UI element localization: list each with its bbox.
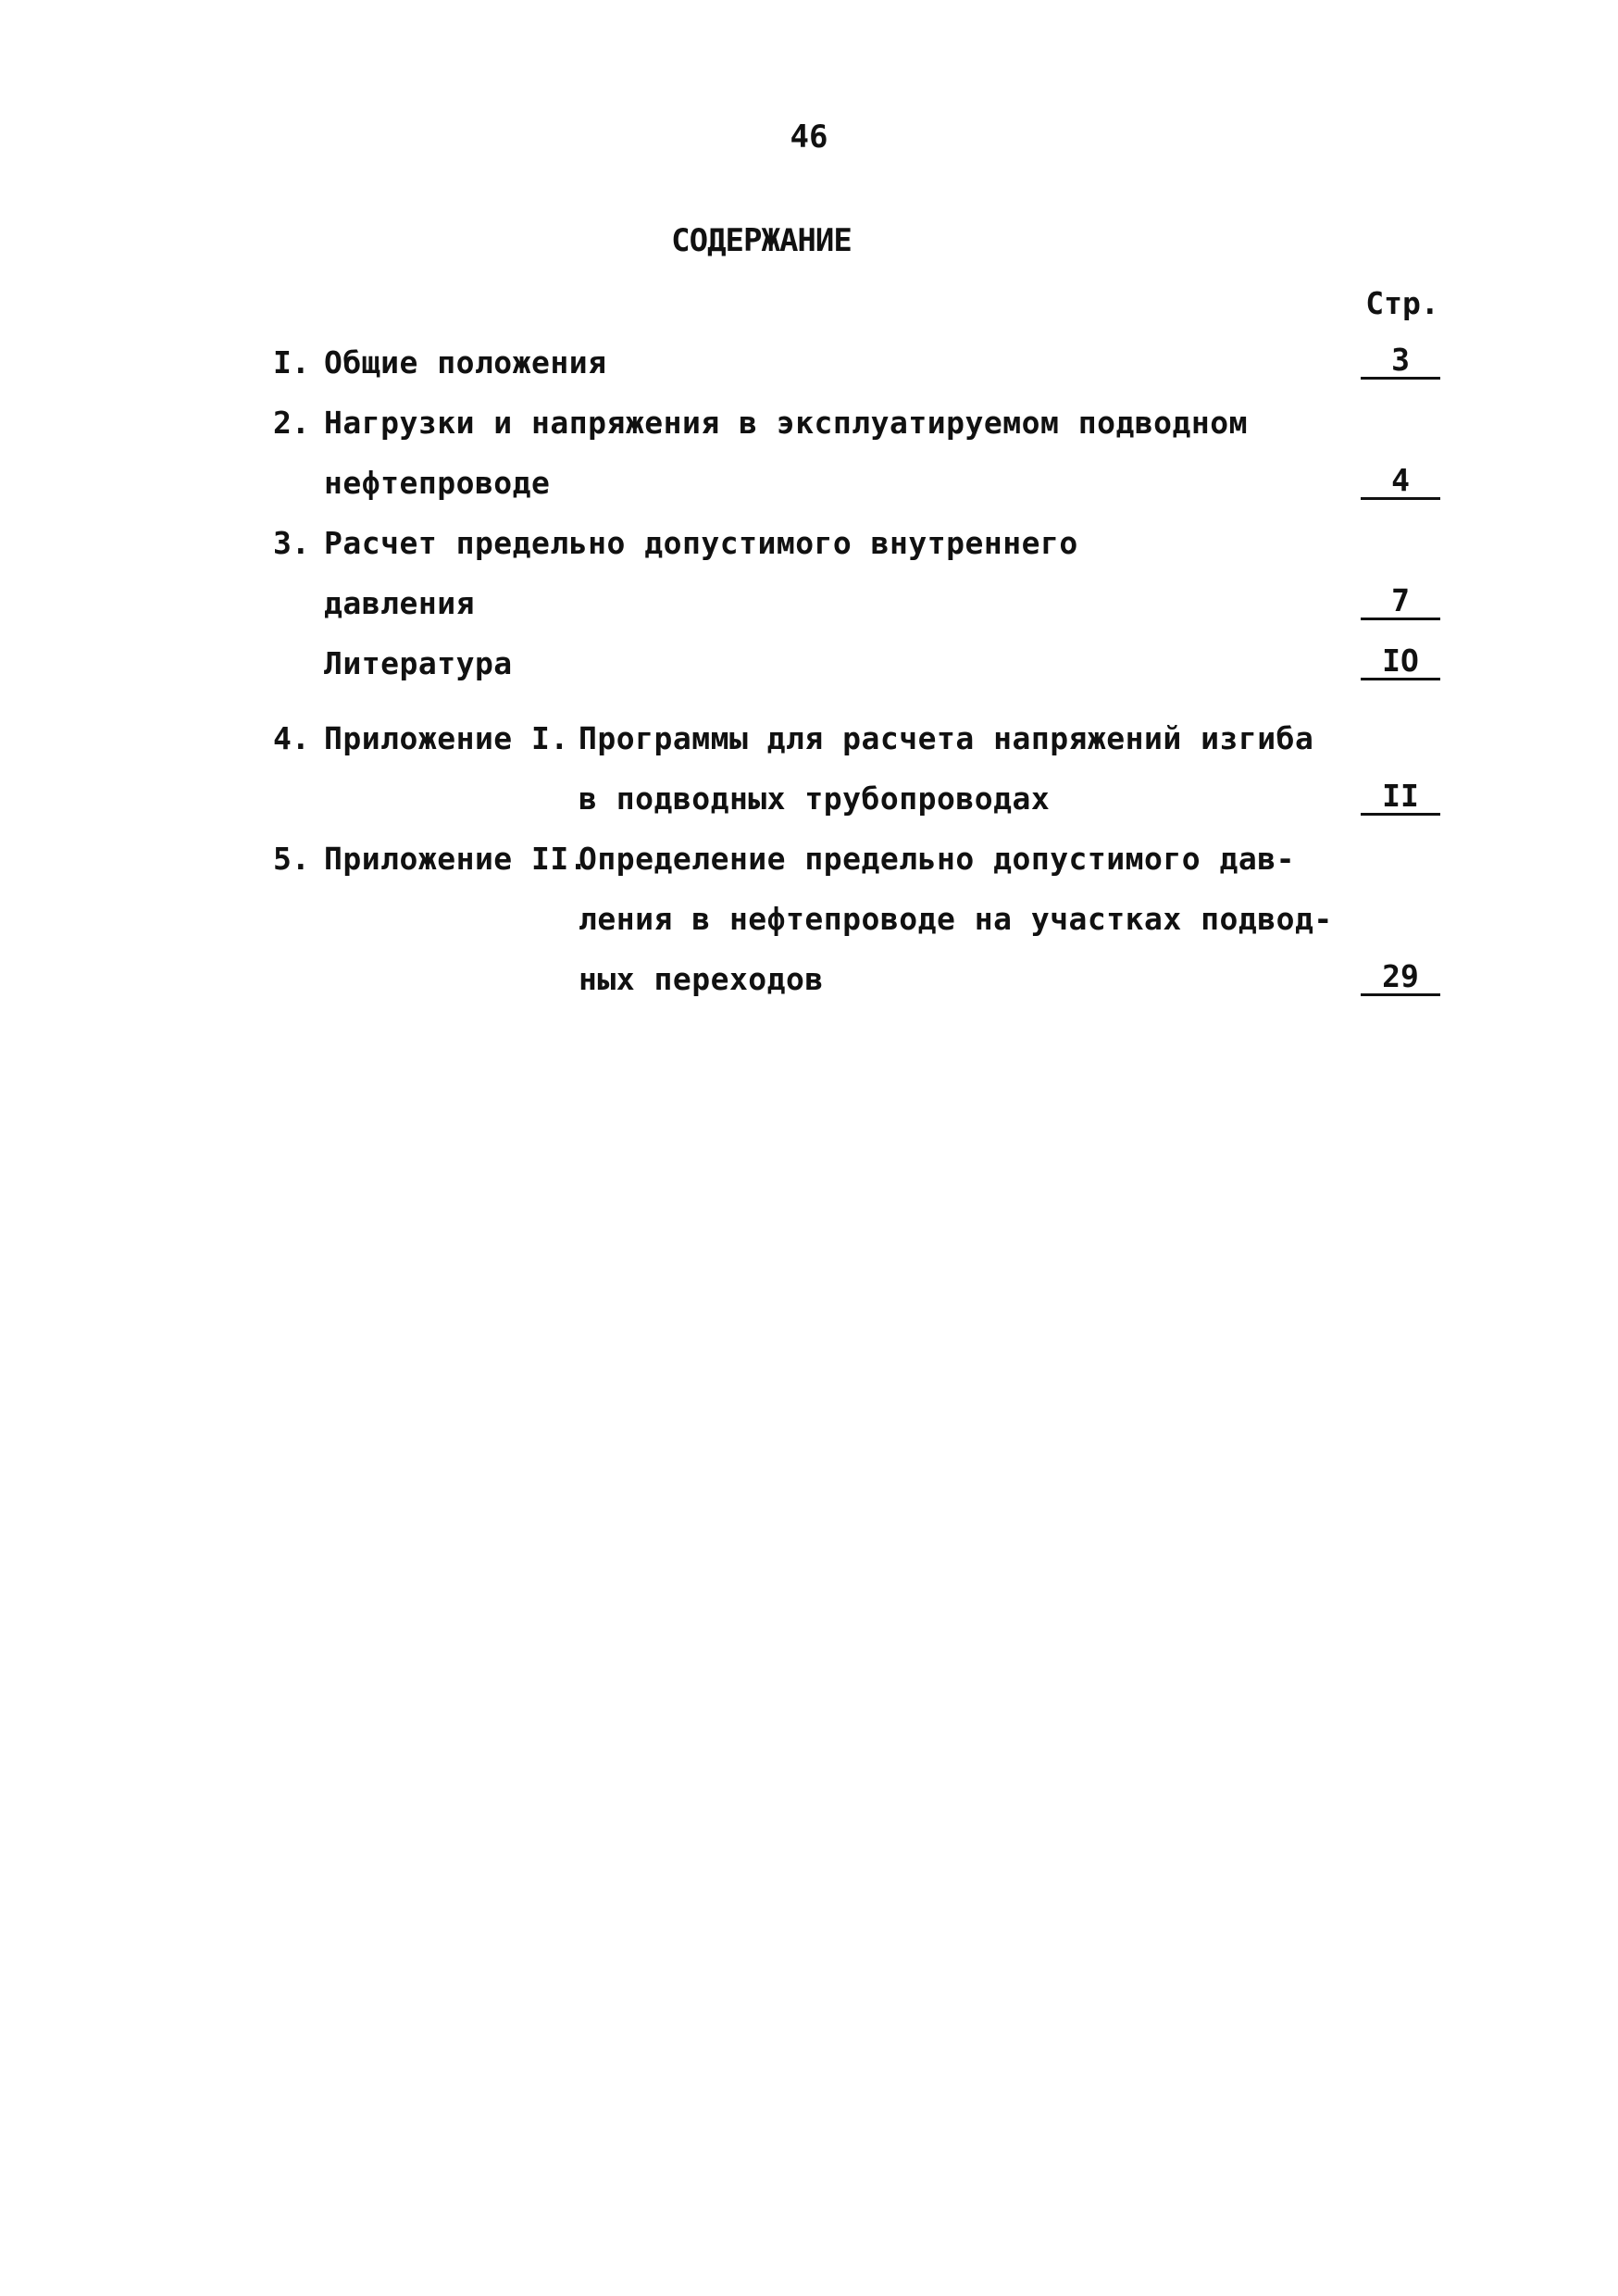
toc-entry-text: в подводных трубопроводах xyxy=(579,780,1051,817)
toc-entry-text: Расчет предельно допустимого внутреннего xyxy=(324,525,1078,561)
toc-entry-prefix: Приложение II. xyxy=(324,841,589,877)
toc-entry-number: 2. xyxy=(273,405,310,441)
toc-entry-text: Литература xyxy=(324,645,513,681)
toc-entry-text: Нагрузки и напряжения в эксплуатируемом подводном xyxy=(324,405,1249,441)
table-of-contents xyxy=(0,0,1618,1111)
toc-entry-text: ления в нефтепроводе на участках подвод- xyxy=(579,901,1333,937)
toc-entry-number: 4. xyxy=(273,720,310,756)
toc-entry-text: нефтепроводе xyxy=(324,465,551,501)
toc-entry-text: Определение предельно допустимого дав- xyxy=(579,841,1295,877)
toc-entry-text: ных переходов xyxy=(579,961,824,997)
page-number: 46 xyxy=(790,119,828,156)
page-column-header: Стр. xyxy=(1365,285,1439,321)
toc-entry-text: Общие положения xyxy=(324,344,607,381)
toc-entry-page[interactable]: 29 xyxy=(1361,961,1440,996)
toc-entry-number: I. xyxy=(273,344,310,381)
toc-entry-number: 3. xyxy=(273,525,310,561)
toc-entry-page[interactable]: 3 xyxy=(1361,344,1440,380)
toc-entry-number: 5. xyxy=(273,841,310,877)
toc-entry-text: давления xyxy=(324,585,475,621)
toc-entry-prefix: Приложение I. xyxy=(324,720,569,756)
toc-entry-text: Программы для расчета напряжений изгиба xyxy=(579,720,1314,756)
toc-entry-page[interactable]: 7 xyxy=(1361,585,1440,620)
toc-entry-page[interactable]: IO xyxy=(1361,645,1440,680)
toc-entry-page[interactable]: 4 xyxy=(1361,465,1440,500)
page-title: СОДЕРЖАНИЕ xyxy=(671,222,852,259)
toc-entry-page[interactable]: II xyxy=(1361,780,1440,816)
